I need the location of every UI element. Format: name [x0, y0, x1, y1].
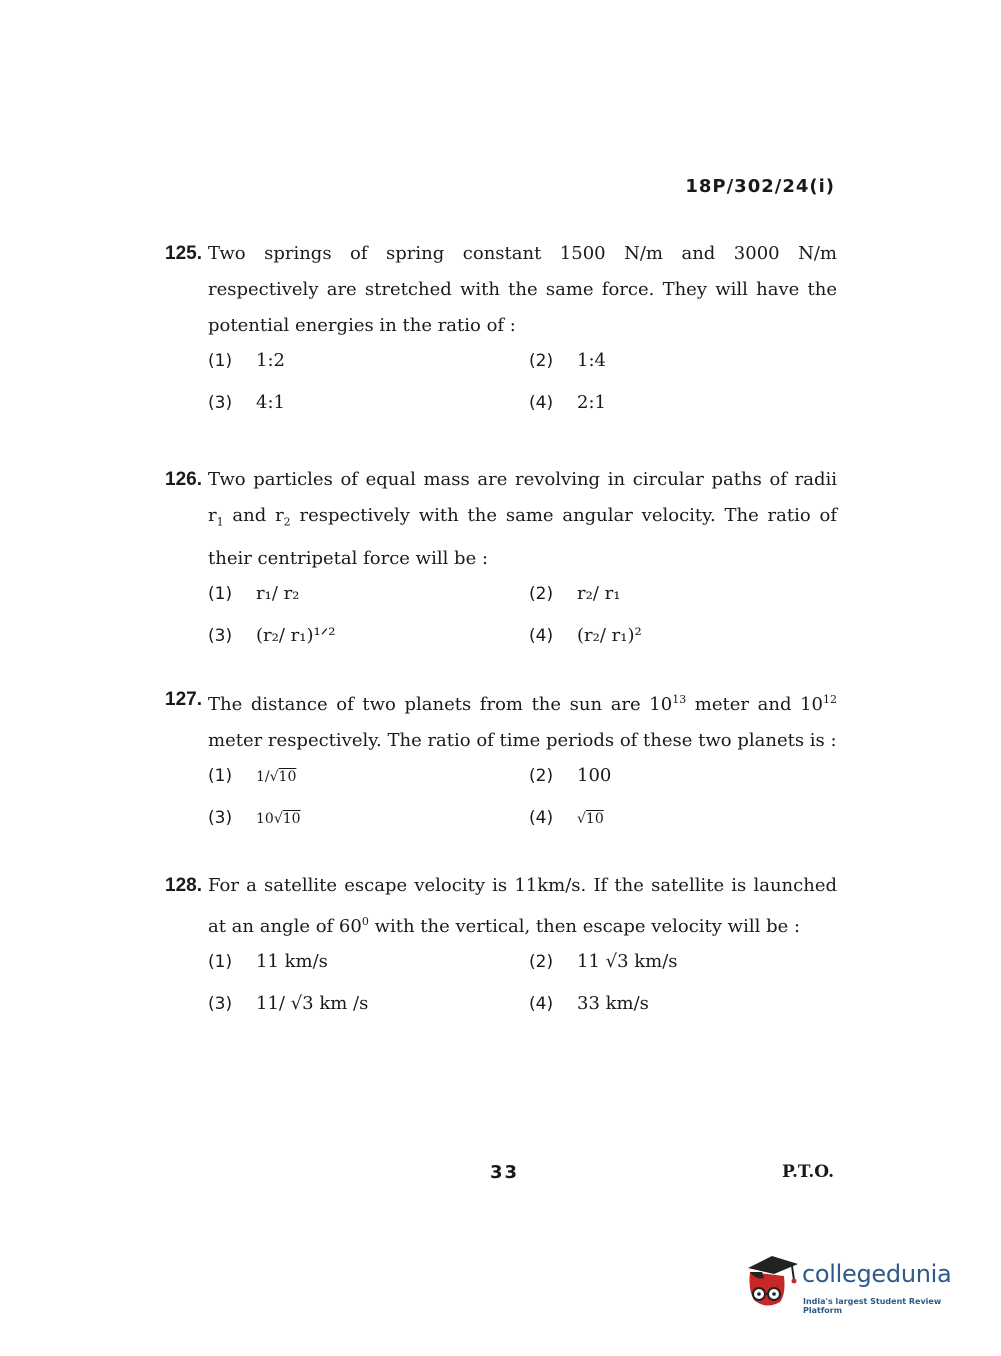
pto-note: P.T.O.	[782, 1162, 834, 1182]
option-1: (1) 1/√10	[208, 766, 297, 786]
question-stem: 126. Two particles of equal mass are revolving in circular paths of radii $r_1$ and $r_2$ respectively with the same angular velocity. The ratio of their centripetal force will be :	[165, 462, 837, 577]
option-2: (2) 11 √3 km/s	[529, 951, 678, 972]
options	[165, 951, 837, 1035]
question-125	[165, 236, 837, 434]
option-3: (3) 4:1	[208, 392, 285, 413]
option-4: (4) 33 km/s	[529, 993, 649, 1014]
options	[165, 765, 837, 849]
question-number: 127.	[165, 689, 202, 710]
options	[165, 350, 837, 434]
question-128	[165, 868, 837, 1035]
question-stem: 128. For a satellite escape velocity is 11km/s. If the satellite is launched at an angle of $60^0$ with the vertical, then escape velocity will be :	[165, 868, 837, 945]
option-3: (3) 11/ √3 km /s	[208, 993, 369, 1014]
option-1: (1) 11 km/s	[208, 951, 328, 972]
question-127	[165, 682, 837, 849]
question-stem: 125. Two springs of spring constant 1500 N/m and 3000 N/m respectively are stretched with the same force. They will have the potential energies in the ratio of :	[165, 236, 837, 344]
option-3: (3) 10√10	[208, 808, 301, 828]
option-1: (1) r₁/ r₂	[208, 582, 300, 604]
question-126	[165, 462, 837, 667]
option-3: (3) (r₂/ r₁)¹ᐟ²	[208, 624, 336, 646]
option-4: (4) √10	[529, 808, 604, 828]
option-4: (4) 2:1	[529, 392, 606, 413]
question-number: 128.	[165, 875, 202, 896]
question-number: 125.	[165, 243, 202, 264]
paper-code: 18P/302/24(i)	[685, 176, 835, 197]
brand-name: collegedunia	[802, 1260, 952, 1288]
option-2: (2) 1:4	[529, 350, 606, 371]
page-number: 33	[490, 1162, 520, 1183]
option-1: (1) 1:2	[208, 350, 285, 371]
option-2: (2) 100	[529, 765, 612, 786]
brand-watermark	[742, 1250, 972, 1320]
option-2: (2) r₂/ r₁	[529, 582, 621, 604]
brand-tagline: India's largest Student Review Platform	[803, 1297, 942, 1315]
mascot-logo-icon	[742, 1250, 800, 1312]
options	[165, 583, 837, 667]
question-stem: 127. The distance of two planets from the sun are $10^{13}$ meter and $10^{12}$ meter respectively. The ratio of time periods of these two planets is :	[165, 682, 837, 759]
question-number: 126.	[165, 469, 202, 490]
option-4: (4) (r₂/ r₁)²	[529, 624, 642, 646]
